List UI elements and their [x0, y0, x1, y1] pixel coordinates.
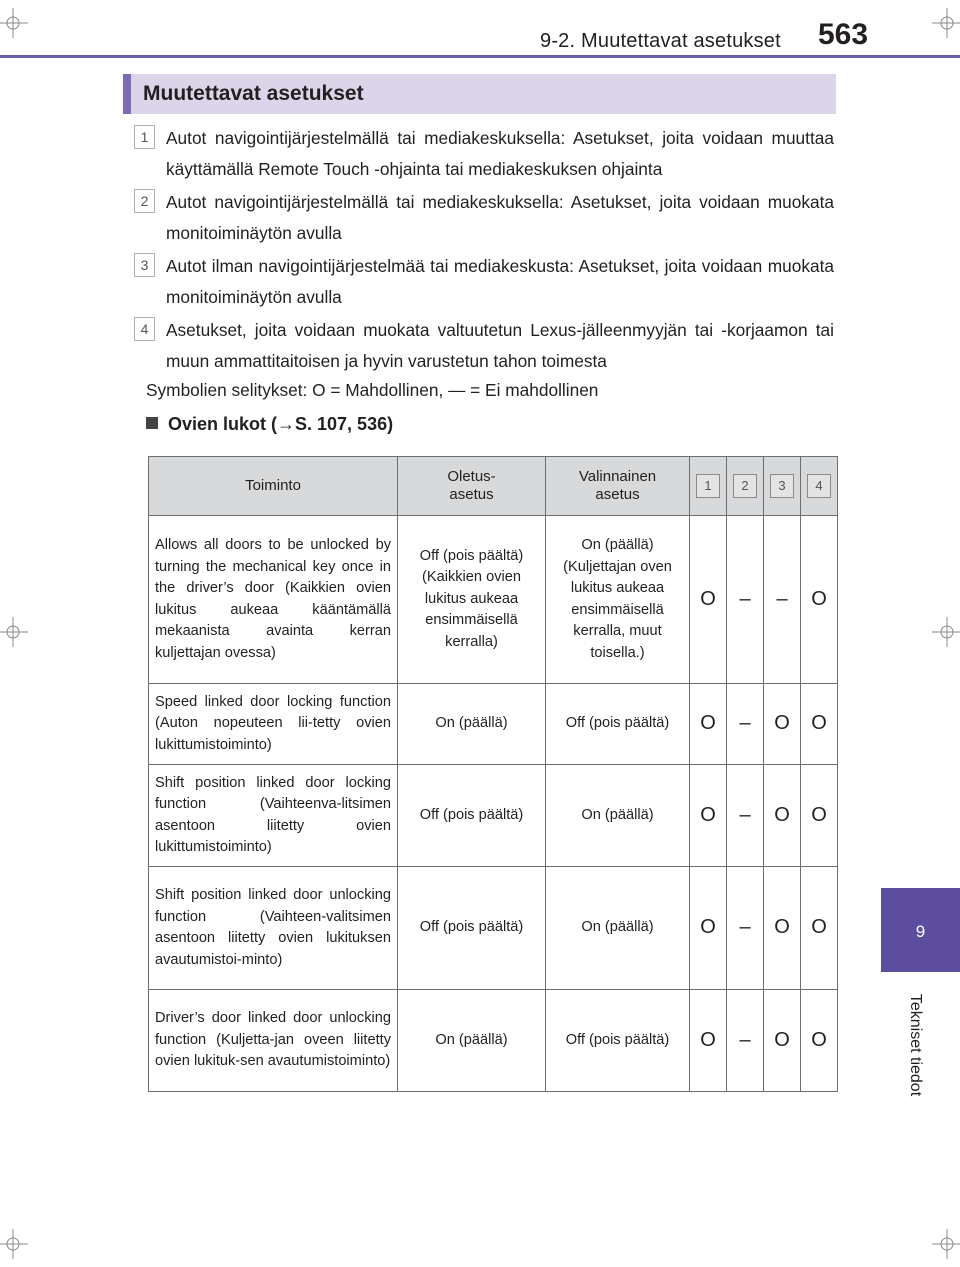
item-text: Autot ilman navigointijärjestelmää tai mediakeskusta: Asetukset, joita voidaan muokata monitoiminäytön avulla — [166, 256, 834, 307]
row-mark-2: – — [727, 516, 764, 684]
crop-mark-mid-left — [0, 617, 28, 647]
row-mark-2: – — [727, 765, 764, 867]
row-mark-1: O — [690, 765, 727, 867]
crop-mark-bottom-left — [0, 1229, 28, 1259]
row-mark-2: – — [727, 867, 764, 990]
row-function: Speed linked door locking function (Auton nopeuteen lii-tetty ovien lukittumistoiminto) — [149, 684, 398, 765]
table-row — [149, 516, 838, 684]
row-mark-1: O — [690, 867, 727, 990]
item-text: Asetukset, joita voidaan muokata valtuutetun Lexus-jälleenmyyjän tai -korjaamon tai muun ammattitaitoisen ja hyvin varustetun tahon toimesta — [166, 320, 834, 371]
table-row — [149, 765, 838, 867]
bullet-square-icon — [146, 417, 158, 429]
row-mark-3: O — [764, 867, 801, 990]
header-col-1: 1 — [690, 457, 727, 516]
chapter-number: 9 — [915, 922, 926, 941]
row-mark-3: O — [764, 765, 801, 867]
section-title: Muutettavat asetukset — [143, 82, 364, 105]
row-mark-4: O — [801, 684, 838, 765]
page-number: 563 — [818, 18, 869, 51]
row-option: On (päällä) — [546, 765, 690, 867]
row-function: Shift position linked door unlocking function (Vaihteen-valitsimen asentoon liitetty ovien lukituksen avautumistoi-minto) — [149, 867, 398, 990]
header-col-4: 4 — [801, 457, 838, 516]
header-option: Valinnainen asetus — [546, 457, 690, 516]
header-col-3: 3 — [764, 457, 801, 516]
table-row — [149, 684, 838, 765]
row-mark-3: O — [764, 684, 801, 765]
table-header-row — [149, 457, 838, 516]
symbol-legend: Symbolien selitykset: O = Mahdollinen, — = Ei mahdollinen — [146, 380, 599, 400]
table-row — [149, 990, 838, 1092]
row-option: Off (pois päältä) — [546, 684, 690, 765]
header-col-2: 2 — [727, 457, 764, 516]
row-mark-4: O — [801, 867, 838, 990]
row-mark-4: O — [801, 516, 838, 684]
row-mark-3: – — [764, 516, 801, 684]
row-mark-4: O — [801, 765, 838, 867]
section-title-accent — [123, 74, 131, 114]
row-option: Off (pois päältä) — [546, 990, 690, 1092]
item-number-badge: 2 — [134, 189, 155, 213]
item-text: Autot navigointijärjestelmällä tai mediakeskuksella: Asetukset, joita voidaan muuttaa käyttämällä Remote Touch -ohjainta tai mediakeskuksen ohjainta — [166, 128, 834, 179]
subheading — [146, 414, 393, 435]
crop-mark-top-right — [932, 8, 960, 38]
item-number-badge: 4 — [134, 317, 155, 341]
row-default: On (päällä) — [398, 684, 546, 765]
row-function: Allows all doors to be unlocked by turning the mechanical key once in the driver’s door (Kaikkien ovien lukitus aukeaa kääntämällä mekaanista avainta kerran kuljettajan ovessa) — [149, 516, 398, 684]
row-default: On (päällä) — [398, 990, 546, 1092]
row-mark-2: – — [727, 990, 764, 1092]
item-text: Autot navigointijärjestelmällä tai mediakeskuksella: Asetukset, joita voidaan muokata monitoiminäytön avulla — [166, 192, 834, 243]
chapter-title: Tekniset tiedot — [907, 993, 924, 1097]
row-default: Off (pois päältä) (Kaikkien ovien lukitus aukeaa ensimmäisellä kerralla) — [398, 516, 546, 684]
subheading-text: Ovien lukot (→S. 107, 536) — [168, 414, 394, 434]
section-title-bar — [123, 74, 836, 114]
row-mark-1: O — [690, 684, 727, 765]
header-function: Toiminto — [149, 457, 398, 516]
row-default: Off (pois päältä) — [398, 765, 546, 867]
row-function: Driver’s door linked door unlocking function (Kuljetta-jan oveen liitetty ovien lukituk-sen avautumistoiminto) — [149, 990, 398, 1092]
chapter-title-vertical — [904, 980, 926, 1110]
settings-table — [148, 456, 838, 1092]
chapter-tab — [881, 888, 960, 972]
row-mark-2: – — [727, 684, 764, 765]
row-mark-1: O — [690, 516, 727, 684]
item-number-badge: 3 — [134, 253, 155, 277]
item-number-badge: 1 — [134, 125, 155, 149]
header-default: Oletus- asetus — [398, 457, 546, 516]
row-mark-3: O — [764, 990, 801, 1092]
crop-mark-top-left — [0, 8, 28, 38]
row-function: Shift position linked door locking function (Vaihteenva-litsimen asentoon liitetty ovien lukittumistoiminto) — [149, 765, 398, 867]
row-mark-1: O — [690, 990, 727, 1092]
row-option: On (päällä) — [546, 867, 690, 990]
crop-mark-mid-right — [932, 617, 960, 647]
header-rule — [0, 55, 960, 58]
row-default: Off (pois päältä) — [398, 867, 546, 990]
row-option: On (päällä) (Kuljettajan oven lukitus aukeaa ensimmäisellä kerralla, muut toisella.) — [546, 516, 690, 684]
crop-mark-bottom-right — [932, 1229, 960, 1259]
table-row — [149, 867, 838, 990]
row-mark-4: O — [801, 990, 838, 1092]
running-header-section: 9-2. Muutettavat asetukset — [540, 30, 781, 52]
